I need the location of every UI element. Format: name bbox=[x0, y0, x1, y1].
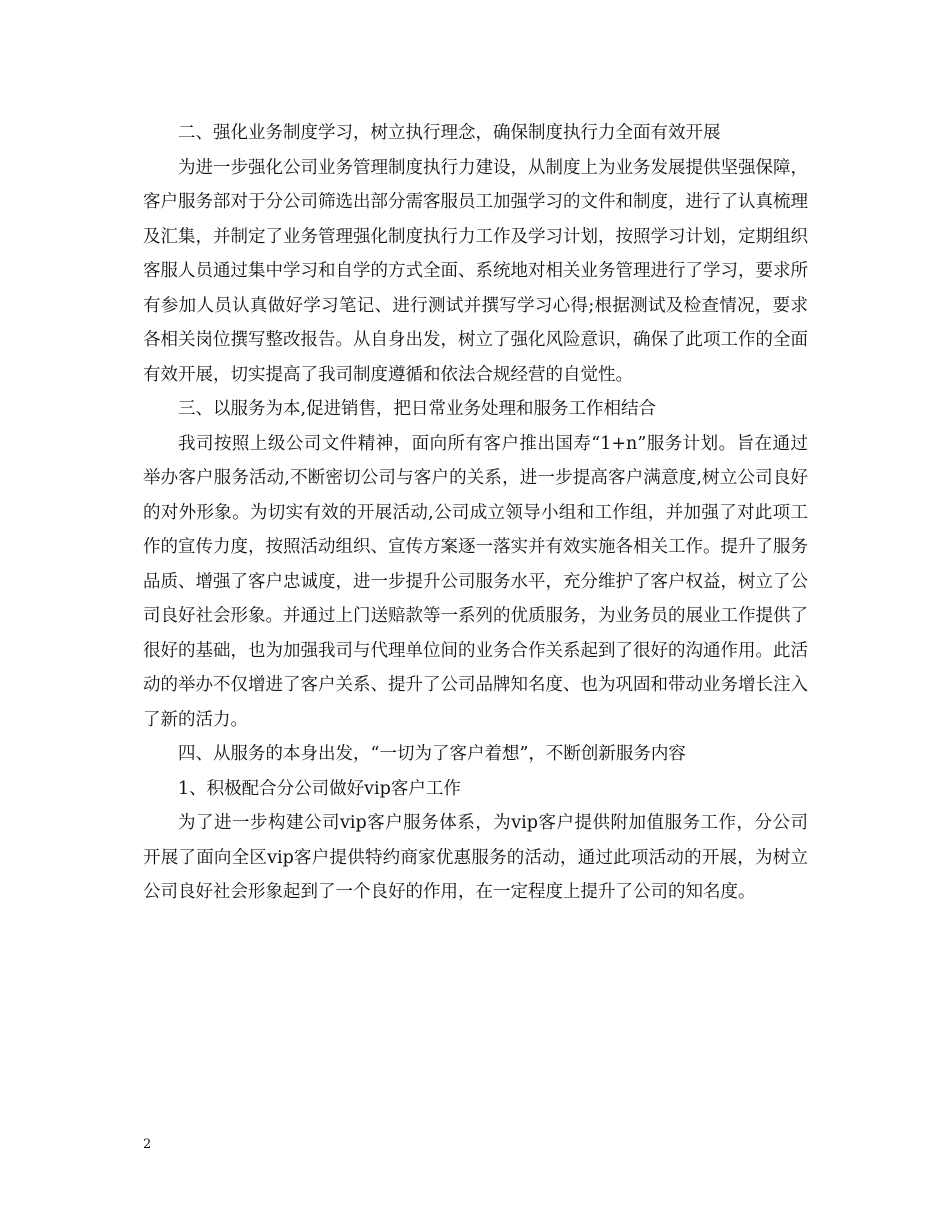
body-paragraph: 我司按照上级公司文件精神，面向所有客户推出国寿“1+n”服务计划。旨在通过举办客户服务活动,不断密切公司与客户的关系，进一步提高客户满意度,树立公司良好的对外形象。为切实有效的开展活动,公司成立领导小组和工作组，并加强了对此项工作的宣传力度，按照活动组织、宣传方案逐一落实并有效实施各相关工作。提升了服务品质、增强了客户忠诚度，进一步提升公司服务水平，充分维护了客户权益，树立了公司良好社会形象。并通过上门送赔款等一系列的优质服务，为业务员的展业工作提供了很好的基础，也为加强我司与代理单位间的业务合作关系起到了很好的沟通作用。此活动的举办不仅增进了客户关系、提升了公司品牌知名度、也为巩固和带动业务增长注入了新的活力。 bbox=[143, 433, 808, 730]
body-paragraph: 为了进一步构建公司vip客户服务体系，为vip客户提供附加值服务工作，分公司开展了面向全区vip客户提供特约商家优惠服务的活动，通过此项活动的开展，为树立公司良好社会形象起到了一个良好的作用，在一定程度上提升了公司的知名度。 bbox=[143, 813, 808, 902]
document-body bbox=[143, 116, 808, 910]
section-heading-3: 三、以服务为本,促进销售，把日常业务处理和服务工作相结合 bbox=[178, 399, 657, 419]
page-number: 2 bbox=[143, 1137, 152, 1152]
section-heading-2: 二、强化业务制度学习，树立执行理念，确保制度执行力全面有效开展 bbox=[178, 123, 721, 143]
section-heading-4: 四、从服务的本身出发，“一切为了客户着想”，不断创新服务内容 bbox=[178, 744, 686, 764]
body-paragraph: 为进一步强化公司业务管理制度执行力建设，从制度上为业务发展提供坚强保障，客户服务部对于分公司筛选出部分需客服员工加强学习的文件和制度，进行了认真梳理及汇集，并制定了业务管理强化制度执行力工作及学习计划，按照学习计划，定期组织客服人员通过集中学习和自学的方式全面、系统地对相关业务管理进行了学习，要求所有参加人员认真做好学习笔记、进行测试并撰写学习心得;根据测试及检查情况，要求各相关岗位撰写整改报告。从自身出发，树立了强化风险意识，确保了此项工作的全面有效开展，切实提高了我司制度遵循和依法合规经营的自觉性。 bbox=[143, 157, 808, 385]
subsection-heading-1: 1、积极配合分公司做好vip客户工作 bbox=[178, 778, 461, 799]
